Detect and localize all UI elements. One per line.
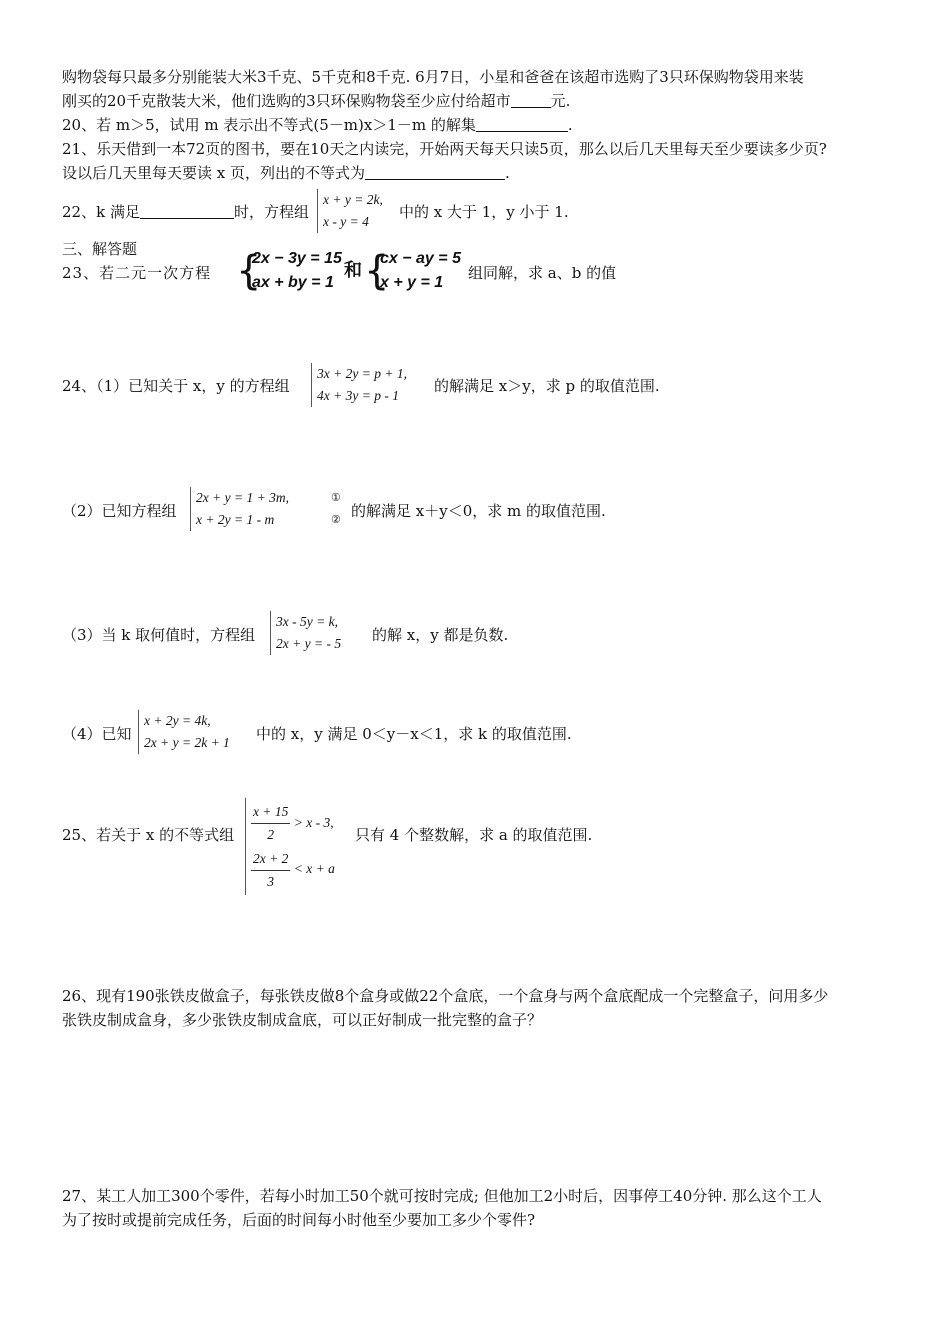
q24-2-text-end: 的解满足 x＋y＜0，求 m 的取值范围.	[351, 502, 606, 520]
q24-1-equation-system	[311, 363, 407, 407]
q22-line	[62, 201, 569, 223]
q24-4-text-end: 中的 x，y 满足 0＜y－x＜1，求 k 的取值范围.	[256, 725, 572, 743]
q23-eq-1: 2x − 3y = 15	[252, 250, 342, 267]
q24-3-text: （3）当 k 取何值时，方程组	[62, 626, 256, 644]
q20-text-end: .	[567, 116, 573, 134]
q25-ineq-2	[251, 846, 335, 892]
q26-line-2: 张铁皮制成盒身，多少张铁皮制成盒底，可以正好制成一批完整的盒子？	[62, 1011, 543, 1029]
q23-left-brace-2: {	[364, 248, 390, 294]
q24-2-mark-2: ②	[331, 514, 341, 526]
q24-3-equation-system	[270, 611, 341, 655]
q24-2-eq-1	[196, 487, 341, 509]
q24-2-eq-1-text: 2x + y = 1 + 3m,	[196, 490, 289, 505]
q24-4-equation-system	[138, 710, 230, 754]
q25-fraction-1-den: 2	[267, 827, 275, 843]
q24-1-eq-2: 4x + 3y = p - 1	[317, 388, 399, 403]
q23-eq-3: cx − ay = 5	[380, 250, 461, 267]
q25-ineq-1	[251, 800, 335, 846]
q22-text-mid: 时，方程组	[233, 203, 309, 221]
q24-2-eq-2	[196, 509, 341, 531]
q24-3-text-end: 的解 x，y 都是负数.	[372, 626, 509, 644]
q22-answer-blank[interactable]	[140, 202, 234, 219]
q24-2-eq-2-text: x + 2y = 1 - m	[196, 512, 275, 527]
q25-fraction-2-den: 3	[267, 873, 275, 889]
q23-text-end: 组同解，求 a、b 的值	[468, 264, 617, 282]
section-heading: 三、解答题	[62, 240, 138, 258]
q24-3-eq-2: 2x + y = - 5	[276, 636, 342, 651]
q24-4-eq-2: 2x + y = 2k + 1	[144, 735, 230, 750]
q22-text: 22、k 满足	[62, 203, 140, 221]
q27-line-2: 为了按时或提前完成任务，后面的时间每小时他至少要加工多少个零件?	[62, 1211, 536, 1229]
q27-line-1: 27、某工人加工300个零件，若每小时加工50个就可按时完成; 但他加工2小时后，因事停工40分钟. 那么这个工人	[62, 1187, 822, 1205]
q24-1-eq-1: 3x + 2y = p + 1,	[317, 366, 407, 381]
q23-system-1	[244, 247, 342, 295]
q24-2-text: （2）已知方程组	[62, 502, 177, 520]
q25-ineq-2-rest: < x + a	[293, 861, 335, 877]
q24-3-eq-1: 3x - 5y = k,	[276, 614, 338, 629]
q19-text: 刚买的20千克散装大米，他们选购的3只环保购物袋至少应付给超市	[62, 92, 511, 110]
q19-text-end: 元.	[550, 92, 571, 110]
q25-fraction-1-num: x + 15	[251, 801, 290, 824]
q23-eq-2: ax + by = 1	[252, 274, 334, 291]
q24-1-text: 24、（1）已知关于 x，y 的方程组	[62, 377, 290, 395]
q19-answer-blank[interactable]	[511, 91, 551, 108]
q20-text: 20、若 m＞5，试用 m 表示出不等式(5－m)x＞1－m 的解集	[62, 116, 476, 134]
q22-eq-2: x - y = 4	[323, 214, 369, 229]
q19-line-2	[62, 90, 570, 112]
q23-and: 和	[344, 260, 362, 281]
q21-answer-blank[interactable]	[365, 163, 505, 180]
q24-4-eq-1: x + 2y = 4k,	[144, 713, 211, 728]
q21-text: 设以后几天里每天要读 x 页，列出的不等式为	[62, 164, 365, 182]
q22-equation-system	[317, 189, 383, 233]
q23-system-2	[372, 247, 461, 295]
q24-1-text-end: 的解满足 x＞y，求 p 的取值范围.	[434, 377, 660, 395]
q25-text-end: 只有 4 个整数解，求 a 的取值范围.	[355, 826, 593, 844]
q25-ineq-1-rest: > x - 3,	[293, 815, 334, 830]
q24-2-mark-1: ①	[331, 492, 341, 504]
q22-text-end: 中的 x 大于 1，y 小于 1.	[398, 203, 569, 221]
q21-text-end: .	[505, 164, 510, 182]
q25-inequality-system	[245, 798, 335, 895]
q26-line-1: 26、现有190张铁皮做盒子，每张铁皮做8个盒身或做22个盒底，一个盒身与两个盒底配成一个完整盒子，问用多少	[62, 987, 829, 1005]
q25-fraction-2-num: 2x + 2	[251, 848, 290, 871]
q22-eq-1: x + y = 2k,	[323, 192, 383, 207]
q25-fraction-1	[251, 801, 290, 846]
q20-answer-blank[interactable]	[476, 115, 568, 132]
q25-fraction-2	[251, 848, 290, 893]
q20-line	[62, 114, 573, 136]
q23-left-brace-1: {	[236, 248, 262, 294]
q19-line-1: 购物袋每只最多分别能装大米3千克、5千克和8千克. 6月7日，小星和爸爸在该超市选购了3只环保购物袋用来装	[62, 68, 804, 86]
q24-2-equation-system	[190, 487, 341, 531]
q25-text: 25、若关于 x 的不等式组	[62, 826, 235, 844]
q23-text: 23、若二元一次方程	[62, 264, 212, 282]
q21-line-2	[62, 162, 510, 184]
q21-line-1: 21、乐天借到一本72页的图书，要在10天之内读完，开始两天每天只读5页，那么以后几天里每天至少要读多少页?	[62, 140, 827, 158]
q23-eq-4: x + y = 1	[380, 274, 444, 291]
q24-4-text: （4）已知	[62, 725, 132, 743]
